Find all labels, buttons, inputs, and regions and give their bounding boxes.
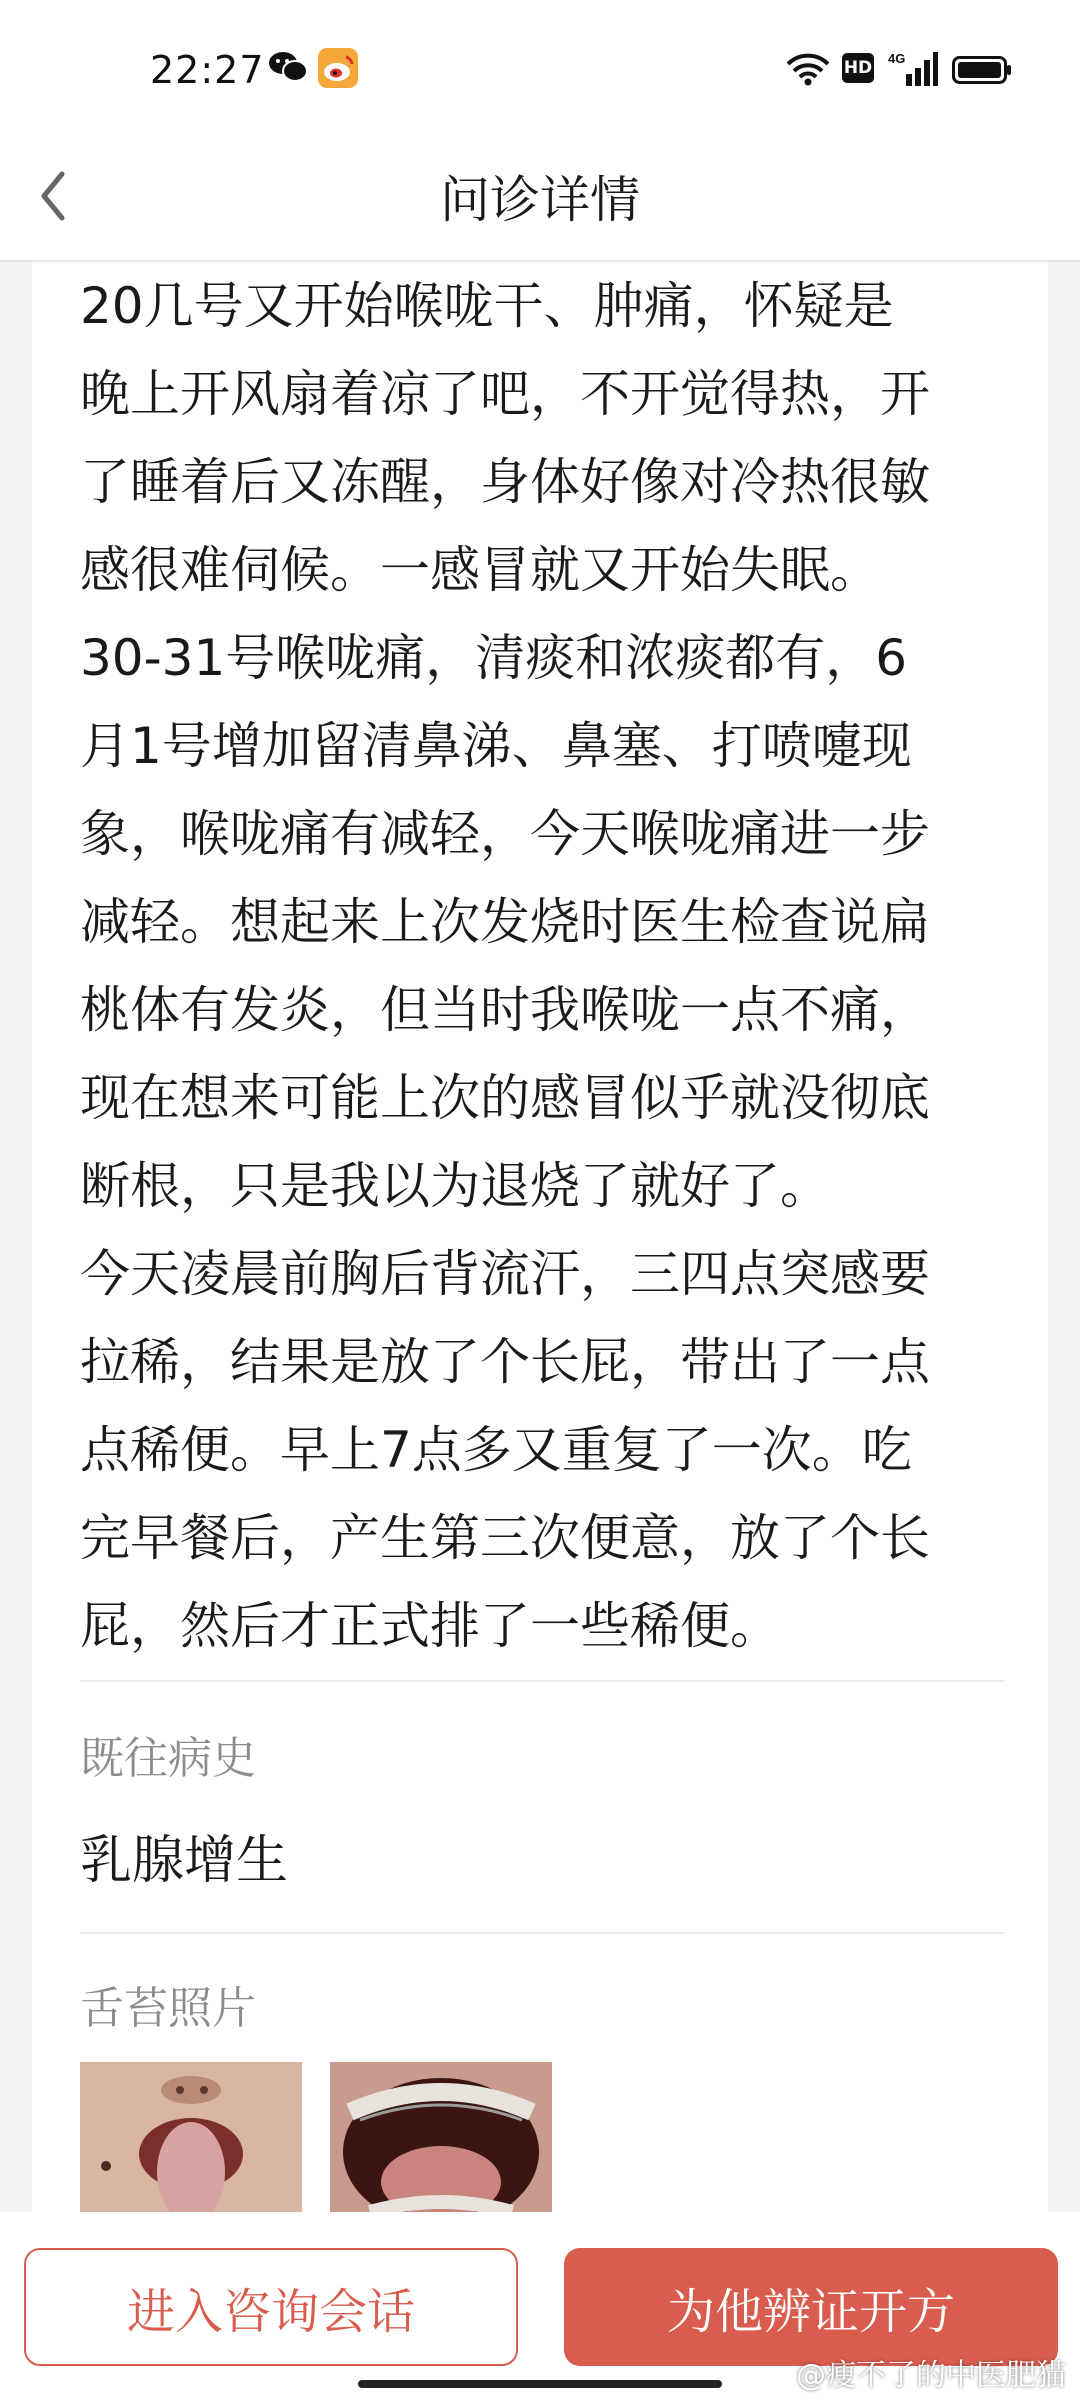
home-indicator[interactable] [358,2380,722,2388]
complaint-line: 象，喉咙痛有减轻，今天喉咙痛进一步 [80,805,930,863]
svg-text:4G: 4G [888,51,906,66]
complaint-line: 拉稀，结果是放了个长屁，带出了一点 [80,1333,930,1391]
complaint-line: 20几号又开始喉咙干、肿痛，怀疑是 [80,277,894,335]
wechat-icon [268,50,308,84]
medical-history-label: 既往病史 [80,1733,256,1784]
tongue-photo-thumbnail[interactable] [330,2062,552,2212]
watermark: @瘦不了的中医肥猫 [796,2358,1066,2393]
prescribe-button[interactable]: 为他辨证开方 [564,2248,1058,2366]
hd-icon: HD [842,53,874,83]
wifi-icon [786,52,830,86]
medical-history-value: 乳腺增生 [80,1831,289,1891]
battery-icon [952,56,1012,84]
status-bar [0,0,1080,140]
section-divider [80,1680,1004,1682]
enter-consultation-button[interactable]: 进入咨询会话 [24,2248,518,2366]
complaint-line: 晚上开风扇着凉了吧，不开觉得热，开 [80,365,930,423]
complaint-line: 断根，只是我以为退烧了就好了。 [80,1157,830,1215]
complaint-line: 了睡着后又冻醒，身体好像对冷热很敏 [80,453,930,511]
weibo-icon [318,48,358,88]
top-nav-bar [0,140,1080,262]
consultation-detail-card [32,262,1048,2212]
signal-icon [888,50,938,86]
complaint-line: 完早餐后，产生第三次便意，放了个长 [80,1509,930,1567]
chief-complaint-text [80,262,1030,1670]
complaint-line: 现在想来可能上次的感冒似乎就没彻底 [80,1069,930,1127]
page-title: 问诊详情 [440,171,640,229]
complaint-line: 月1号增加留清鼻涕、鼻塞、打喷嚏现 [80,717,912,775]
complaint-line: 点稀便。早上7点多又重复了一次。吃 [80,1421,912,1479]
complaint-line: 感很难伺候。一感冒就又开始失眠。 [80,541,880,599]
section-divider [80,1932,1004,1934]
complaint-line: 桃体有发炎，但当时我喉咙一点不痛， [80,981,930,1039]
tongue-photo-thumbnail[interactable] [80,2062,302,2212]
tongue-photo-1-image [80,2062,302,2212]
status-time: 22:27 [150,48,265,92]
complaint-line: 30-31号喉咙痛，清痰和浓痰都有，6 [80,629,908,687]
complaint-line: 今天凌晨前胸后背流汗，三四点突感要 [80,1245,930,1303]
complaint-line: 减轻。想起来上次发烧时医生检查说扁 [80,893,930,951]
complaint-line: 屁，然后才正式排了一些稀便。 [80,1597,780,1655]
tongue-photo-2-image [330,2062,552,2212]
tongue-photos-label: 舌苔照片 [80,1983,256,2034]
